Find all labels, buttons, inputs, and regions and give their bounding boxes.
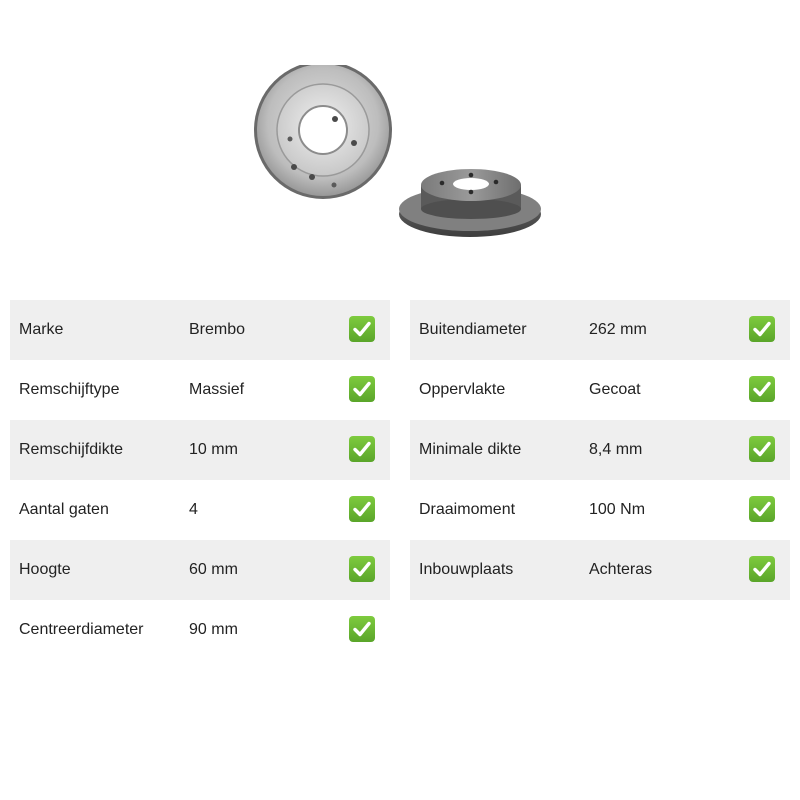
spec-label: Aantal gaten [19, 501, 109, 518]
spec-row-marke [10, 300, 390, 360]
specs-right-column [410, 300, 790, 600]
spec-row-remschijftype [10, 360, 390, 420]
check-icon [749, 496, 775, 522]
spec-value: 100 Nm [589, 501, 646, 518]
spec-value: 262 mm [589, 321, 647, 338]
spec-value: 4 [189, 501, 198, 518]
spec-row-centreerdiameter [10, 600, 390, 660]
spec-value: Massief [189, 381, 245, 398]
spec-row-aantal-gaten [10, 480, 390, 540]
spec-label: Minimale dikte [419, 441, 522, 458]
spec-row-draaimoment [410, 480, 790, 540]
brake-disc-image [250, 65, 550, 245]
spec-label: Remschijftype [19, 381, 120, 398]
spec-value: 60 mm [189, 561, 238, 578]
spec-value: 90 mm [189, 621, 238, 638]
check-icon [349, 436, 375, 462]
check-icon [749, 556, 775, 582]
check-icon [349, 496, 375, 522]
spec-value: 8,4 mm [589, 441, 643, 458]
check-icon [749, 436, 775, 462]
spec-row-minimale-dikte [410, 420, 790, 480]
spec-label: Buitendiameter [419, 321, 527, 338]
spec-label: Centreerdiameter [19, 621, 144, 638]
spec-label: Oppervlakte [419, 381, 506, 398]
spec-label: Draaimoment [419, 501, 516, 518]
check-icon [349, 616, 375, 642]
check-icon [349, 316, 375, 342]
check-icon [349, 556, 375, 582]
check-icon [749, 376, 775, 402]
spec-label: Inbouwplaats [419, 561, 514, 578]
spec-row-remschijfdikte [10, 420, 390, 480]
spec-label: Hoogte [19, 561, 71, 578]
spec-row-buitendiameter [410, 300, 790, 360]
spec-value: Brembo [189, 321, 246, 338]
spec-value: 10 mm [189, 441, 238, 458]
spec-row-oppervlakte [410, 360, 790, 420]
spec-value: Gecoat [589, 381, 641, 398]
spec-label: Remschijfdikte [19, 441, 124, 458]
spec-row-hoogte [10, 540, 390, 600]
check-icon [749, 316, 775, 342]
spec-label: Marke [19, 321, 64, 338]
spec-value: Achteras [589, 561, 653, 578]
specs-left-column [10, 300, 390, 660]
check-icon [349, 376, 375, 402]
spec-row-inbouwplaats [410, 540, 790, 600]
